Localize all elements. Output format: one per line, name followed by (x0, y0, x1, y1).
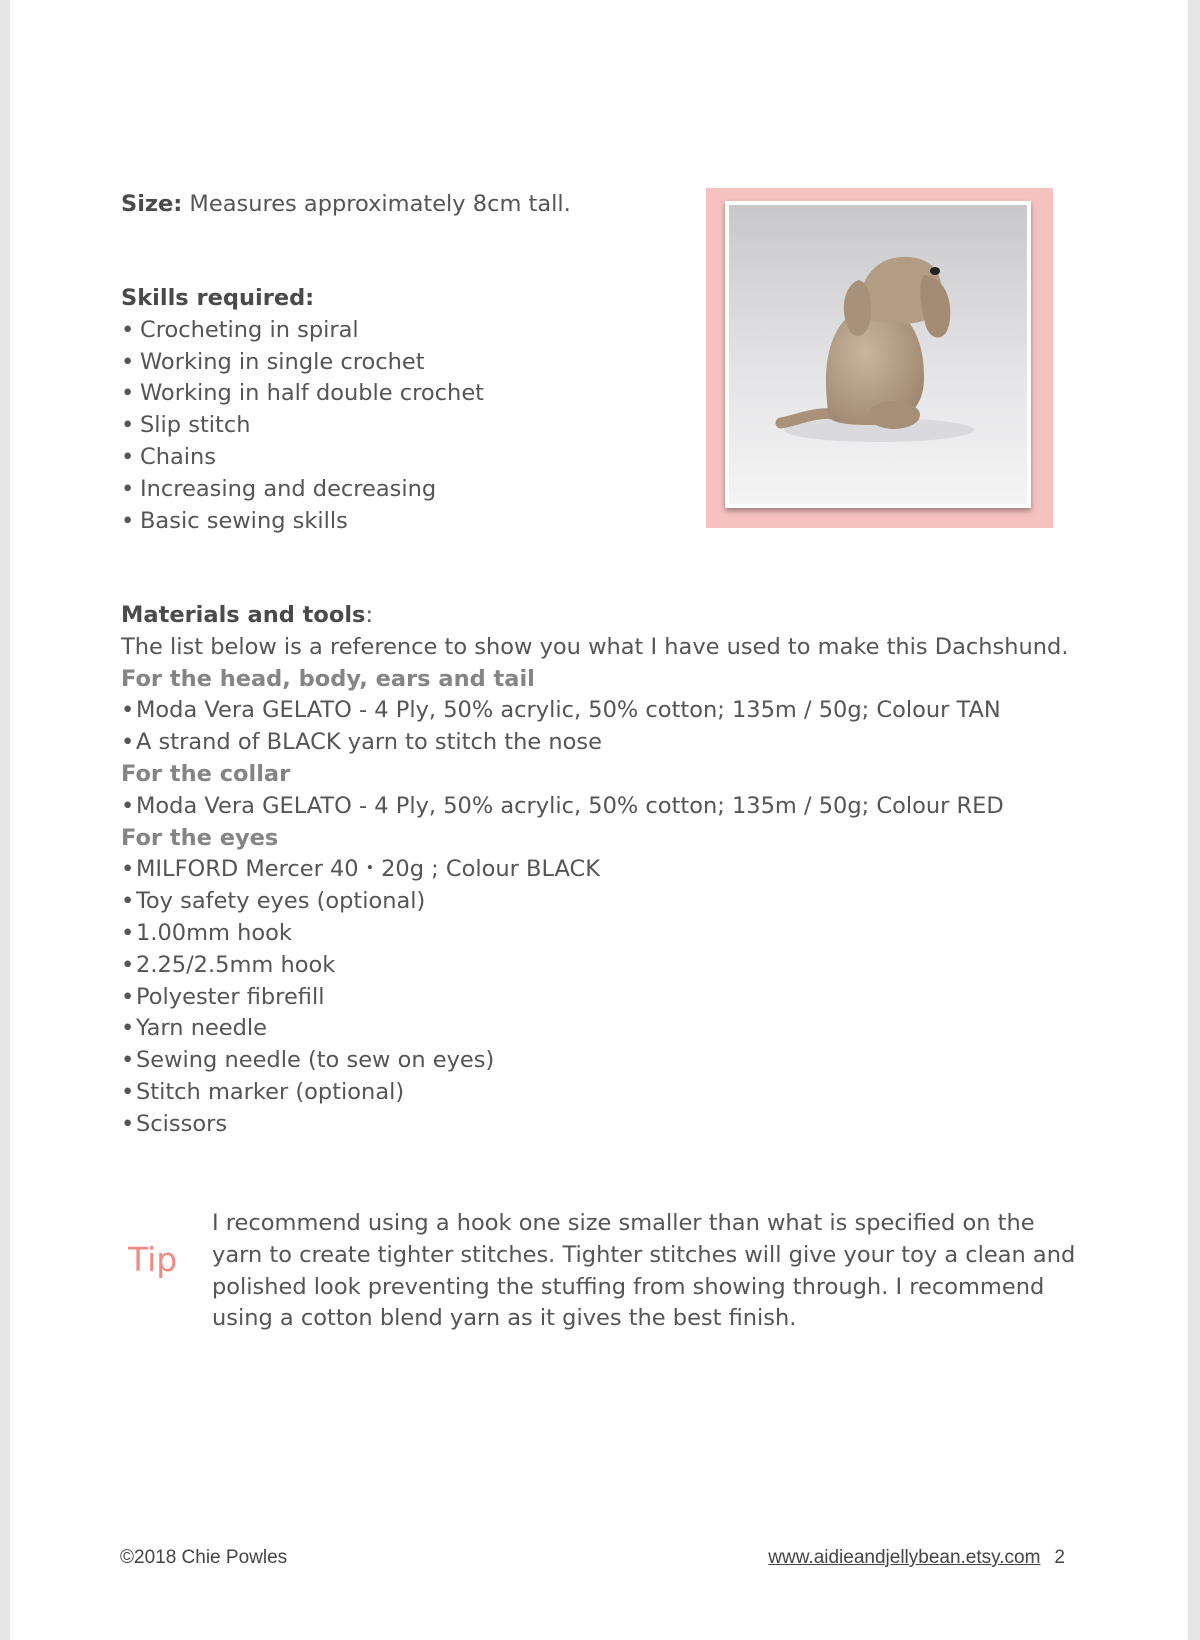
dachshund-photo (725, 201, 1031, 508)
footer-right (768, 1547, 1065, 1569)
list-item: • Increasing and decreasing (121, 474, 484, 506)
list-item: • Moda Vera GELATO - 4 Ply, 50% acrylic, 50% cotton; 135m / 50g; Colour TAN (121, 695, 1068, 727)
collar-section-title: For the collar (121, 760, 291, 787)
list-item: • Yarn needle (121, 1013, 1068, 1045)
materials-section (121, 600, 1068, 1141)
materials-heading-colon: : (365, 602, 374, 628)
tip-line: I recommend using a hook one size smaller than what is specified on the (212, 1210, 1035, 1236)
skills-list (121, 315, 484, 538)
list-item: • 2.25/2.5mm hook (121, 950, 1068, 982)
dachshund-image (729, 205, 1027, 504)
head-section-title: For the head, body, ears and tail (121, 665, 535, 692)
materials-heading (121, 600, 1068, 632)
skills-heading: Skills required: (121, 285, 315, 311)
size-line (121, 189, 571, 221)
shop-link[interactable]: www.aidieandjellybean.etsy.com (768, 1547, 1041, 1568)
tip-label: Tip (128, 1240, 178, 1279)
tip-text (212, 1208, 1076, 1335)
copyright: ©2018 Chie Powles (120, 1547, 288, 1568)
size-text: Measures approximately 8cm tall. (182, 191, 571, 217)
size-label: Size: (121, 191, 183, 217)
collar-materials-list (121, 791, 1068, 823)
tip-line: using a cotton blend yarn as it gives the best finish. (212, 1305, 797, 1332)
list-item: • Working in half double crochet (121, 378, 484, 410)
list-item: • A strand of BLACK yarn to stitch the nose (121, 727, 1068, 759)
list-item: • Working in single crochet (121, 347, 484, 379)
list-item: • Chains (121, 442, 484, 474)
list-item: • Scissors (121, 1109, 1068, 1141)
list-item: • MILFORD Mercer 40・20g ; Colour BLACK (121, 854, 1068, 886)
list-item: • Slip stitch (121, 410, 484, 442)
list-item: • Basic sewing skills (121, 506, 484, 538)
list-item: • Polyester fibrefill (121, 982, 1068, 1014)
pattern-page (10, 0, 1188, 1640)
skills-section (121, 283, 484, 537)
photo-frame (706, 188, 1053, 528)
list-item: • Stitch marker (optional) (121, 1077, 1068, 1109)
list-item: • Crocheting in spiral (121, 315, 484, 347)
list-item: • Toy safety eyes (optional) (121, 886, 1068, 918)
materials-heading-text: Materials and tools (121, 602, 366, 628)
page-number: 2 (1054, 1547, 1065, 1568)
eyes-section-title: For the eyes (121, 824, 279, 851)
tip-line: yarn to create tighter stitches. Tighter stitches will give your toy a clean and (212, 1241, 1076, 1268)
list-item: • 1.00mm hook (121, 918, 1068, 950)
eyes-materials-list (121, 854, 1068, 1140)
list-item: • Sewing needle (to sew on eyes) (121, 1045, 1068, 1077)
head-materials-list (121, 695, 1068, 759)
tip-line: polished look preventing the stuffing from showing through. I recommend (212, 1273, 1045, 1300)
materials-intro: The list below is a reference to show you what I have used to make this Dachshund. (121, 633, 1069, 660)
list-item: • Moda Vera GELATO - 4 Ply, 50% acrylic, 50% cotton; 135m / 50g; Colour RED (121, 791, 1068, 823)
